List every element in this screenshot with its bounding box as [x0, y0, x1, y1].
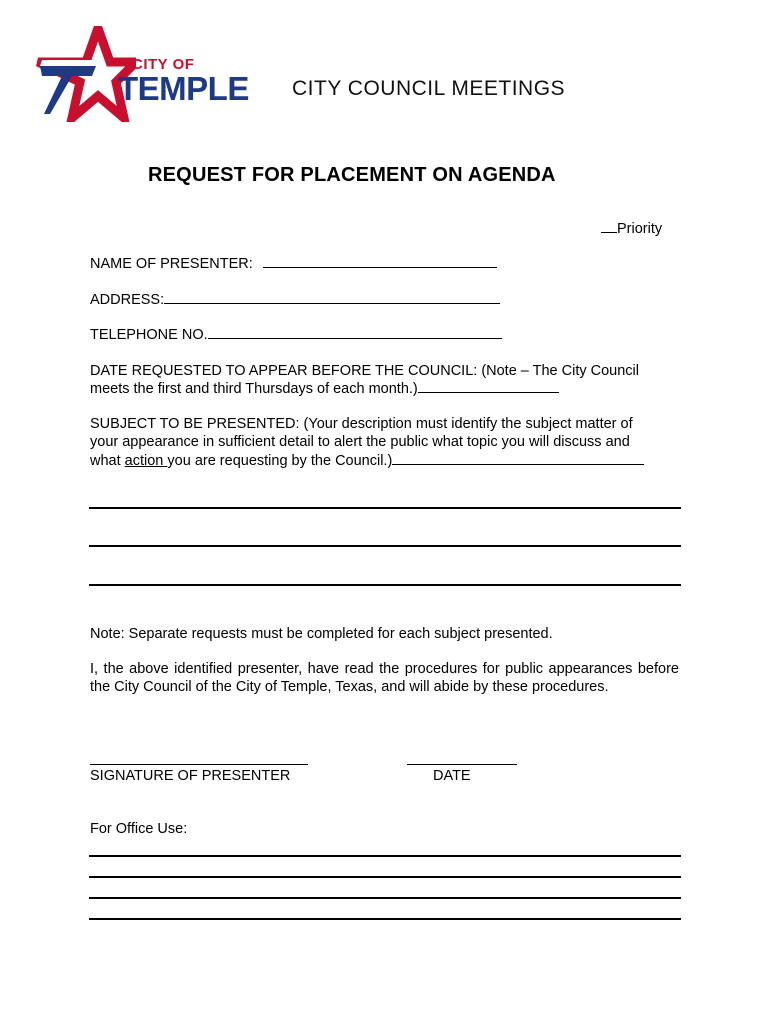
date-requested-row	[90, 379, 559, 398]
form-title: REQUEST FOR PLACEMENT ON AGENDA	[148, 164, 556, 186]
date-requested-field[interactable]	[418, 379, 559, 393]
signature-label: SIGNATURE OF PRESENTER	[90, 768, 291, 784]
logo-city-of-text: CITY OF	[132, 56, 195, 73]
logo-temple-text: TEMPLE	[118, 70, 249, 107]
subject-continuation-line-3[interactable]	[89, 584, 681, 586]
subject-line3-end: you are requesting by the Council.)	[167, 453, 393, 469]
telephone-field[interactable]	[208, 325, 502, 339]
subject-line2: your appearance in sufficient detail to alert the public what topic you will discuss and	[90, 434, 630, 450]
address-field[interactable]	[164, 290, 500, 304]
subject-continuation-line-1[interactable]	[89, 507, 681, 509]
office-use-line-1[interactable]	[89, 855, 681, 857]
presenter-name-field[interactable]	[263, 254, 497, 268]
telephone-row	[90, 325, 502, 344]
date-line[interactable]	[407, 764, 517, 765]
date-label: DATE	[433, 768, 471, 784]
subject-continuation-line-2[interactable]	[89, 545, 681, 547]
office-use-line-2[interactable]	[89, 876, 681, 878]
date-requested-line1: DATE REQUESTED TO APPEAR BEFORE THE COUNCIL: (Note – The City Council	[90, 363, 640, 379]
office-use-line-4[interactable]	[89, 918, 681, 920]
date-requested-line2: meets the first and third Thursdays of each month.)	[90, 381, 418, 397]
acknowledgement-text: I, the above identified presenter, have read the procedures for public appearances before the City Council of the City of Temple, Texas, and will abide by these procedures.	[90, 661, 679, 695]
presenter-label: NAME OF PRESENTER:	[90, 256, 253, 272]
office-use-label: For Office Use:	[90, 821, 188, 837]
priority-field[interactable]	[601, 219, 662, 238]
subject-line3-start: what	[90, 453, 125, 469]
subject-row	[90, 451, 644, 470]
telephone-label: TELEPHONE NO.	[90, 327, 208, 343]
subject-line1: SUBJECT TO BE PRESENTED: (Your description must identify the subject matter of	[90, 416, 633, 432]
separate-requests-note: Note: Separate requests must be completed for each subject presented.	[90, 626, 553, 642]
office-use-line-3[interactable]	[89, 897, 681, 899]
page-header-title: CITY COUNCIL MEETINGS	[292, 77, 566, 100]
priority-label: Priority	[617, 221, 663, 237]
address-label: ADDRESS:	[90, 292, 165, 308]
subject-action-word: action	[124, 453, 168, 469]
city-logo	[36, 26, 256, 122]
subject-field[interactable]	[392, 451, 644, 465]
address-row	[90, 290, 500, 309]
presenter-row	[90, 254, 497, 273]
signature-line[interactable]	[90, 764, 308, 765]
